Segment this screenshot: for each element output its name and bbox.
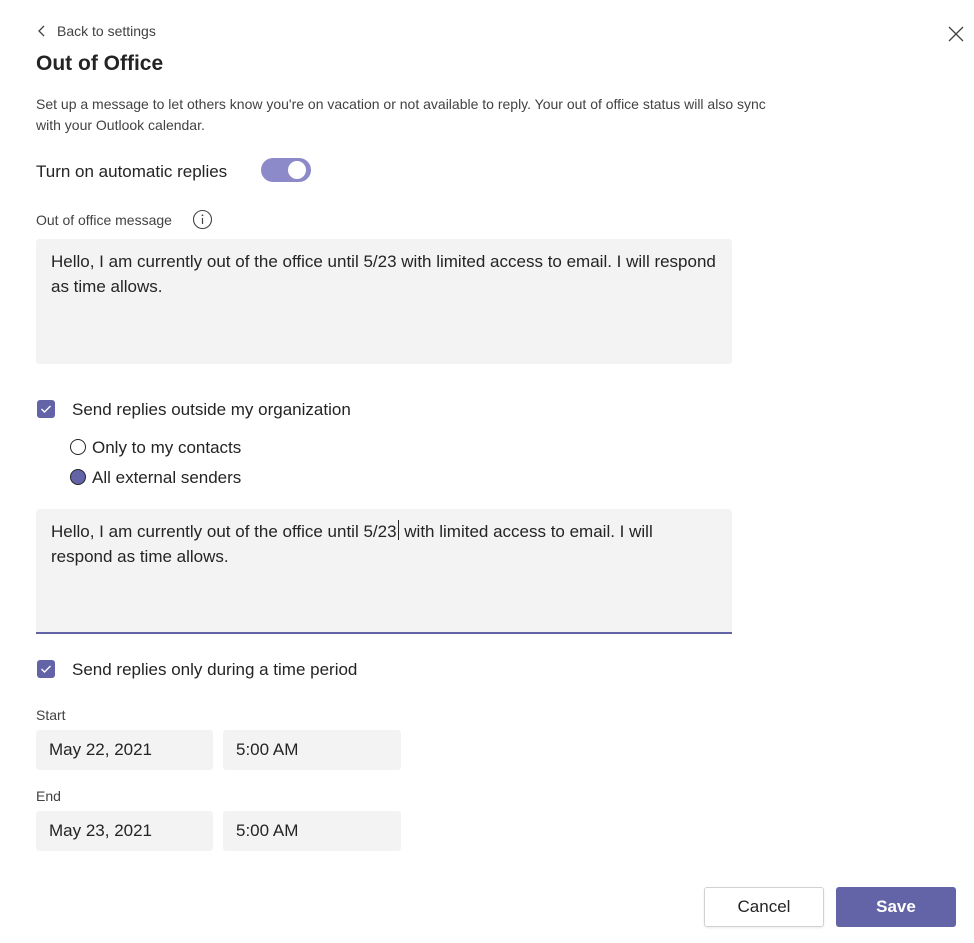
text-caret — [398, 520, 399, 540]
start-label: Start — [36, 707, 66, 723]
external-replies-label: Send replies outside my organization — [72, 400, 351, 419]
toggle-knob — [288, 161, 306, 179]
close-button[interactable] — [944, 22, 968, 46]
radio-only-contacts-label: Only to my contacts — [92, 438, 242, 457]
time-period-label: Send replies only during a time period — [72, 660, 358, 679]
info-icon[interactable] — [192, 209, 213, 230]
radio-all-external[interactable] — [70, 469, 86, 485]
radio-all-external-label: All external senders — [92, 468, 242, 487]
checkmark-icon — [40, 404, 52, 414]
time-period-checkbox[interactable] — [37, 660, 55, 678]
end-label: End — [36, 788, 61, 804]
page-title: Out of Office — [36, 52, 164, 75]
save-button[interactable]: Save — [836, 887, 956, 927]
close-icon — [947, 25, 965, 43]
cancel-button[interactable]: Cancel — [704, 887, 824, 927]
auto-replies-toggle[interactable] — [261, 158, 311, 182]
external-message-textarea[interactable] — [36, 509, 732, 634]
page-description: Set up a message to let others know you're on vacation or not available to reply. Your out of office status will also sync with your Outlook calendar. — [36, 96, 766, 133]
back-to-settings-link[interactable] — [36, 20, 156, 42]
start-time-picker[interactable]: 5:00 AM — [223, 730, 401, 770]
radio-only-contacts[interactable] — [70, 439, 86, 455]
message-label: Out of office message — [36, 212, 172, 228]
internal-message-textarea[interactable]: Hello, I am currently out of the office until 5/23 with limited access to email. I will respond as time allows. — [36, 239, 732, 364]
chevron-left-icon — [36, 24, 48, 38]
back-label: Back to settings — [57, 23, 156, 39]
external-message-text-after-caret: with limited access to email. I will respond as time allows. — [51, 522, 653, 566]
end-date-picker[interactable]: May 23, 2021 — [36, 811, 213, 851]
end-time-picker[interactable]: 5:00 AM — [223, 811, 401, 851]
start-date-picker[interactable]: May 22, 2021 — [36, 730, 213, 770]
checkmark-icon — [40, 664, 52, 674]
auto-replies-label: Turn on automatic replies — [36, 162, 228, 181]
external-message-text-before-caret: Hello, I am currently out of the office until 5/23 — [51, 522, 397, 541]
external-replies-checkbox[interactable] — [37, 400, 55, 418]
